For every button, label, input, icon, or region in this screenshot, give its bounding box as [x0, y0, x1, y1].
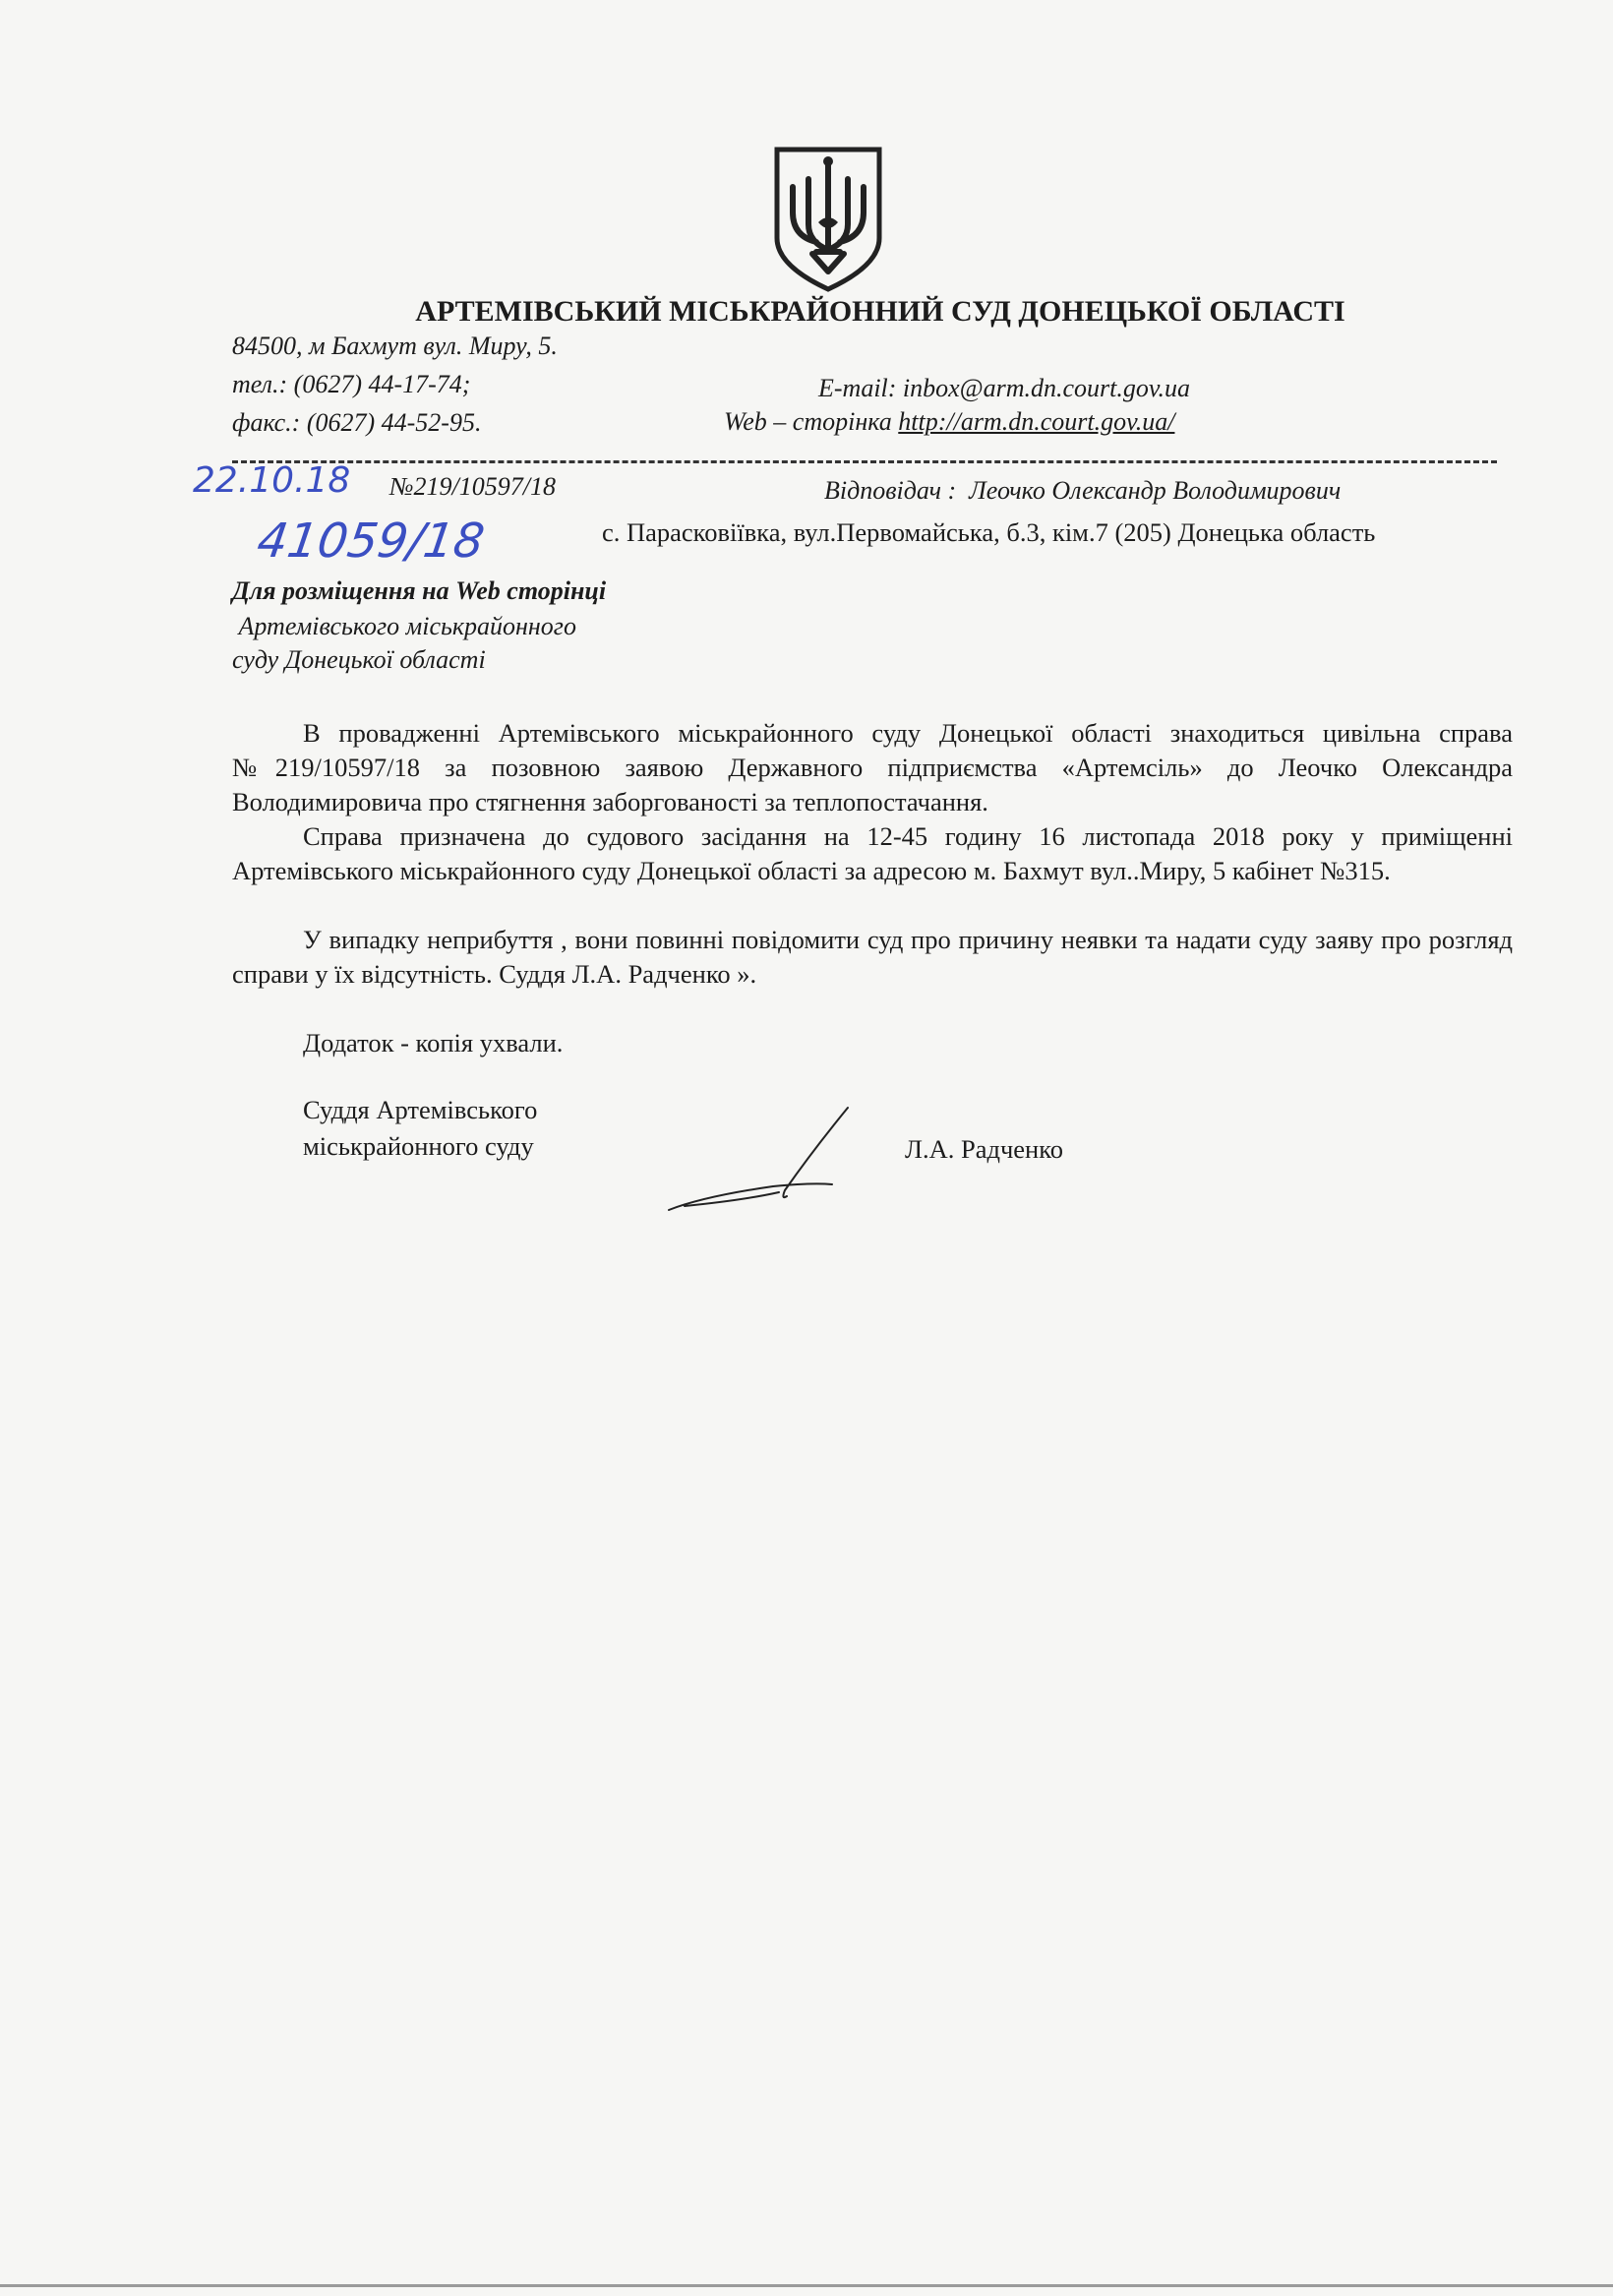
court-fax: факс.: (0627) 44-52-95. [232, 408, 482, 437]
court-phone: тел.: (0627) 44-17-74; [232, 370, 471, 398]
website-link[interactable]: http://arm.dn.court.gov.ua/ [898, 407, 1175, 436]
court-name: АРТЕМІВСЬКИЙ МІСЬКРАЙОННИЙ СУД ДОНЕЦЬКОЇ ОБЛАСТІ [415, 295, 1345, 328]
handwritten-date: 22.10.18 [193, 460, 351, 501]
attachment-note: Додаток - копія ухвали. [303, 1028, 564, 1057]
scan-edge [0, 2284, 1613, 2287]
body-paragraph-3: У випадку неприбуття , вони повинні повідомити суд про причину неявки та надати суду заяву про розгляд справи у їх відсутність. Суддя Л.А. Радченко ». [232, 925, 1513, 989]
handwritten-signature [665, 1102, 852, 1220]
body-paragraph-1: В провадженні Артемівського міськрайонного суду Донецької області знаходиться цивільна справа №219/10597/18 за позовною заявою Державного підприємства «Артемсіль» до Леочко Олександра Володимировича про стягнення заборгованості за теплопостачання. [232, 718, 1513, 816]
respondent-name: Леочко Олександр Володимирович [969, 476, 1342, 505]
body-paragraph-2: Справа призначена до судового засідання на 12-45 годину 16 листопада 2018 року у приміщенні Артемівського міськрайонного суду Донецької області за адресою м. Бахмут вул..Миру, 5 кабінет №315. [232, 821, 1513, 885]
judge-name: Л.А. Радченко [905, 1134, 1064, 1164]
web-note-line-2: Артемівського міськрайонного [232, 612, 576, 640]
judge-title-line-2: міськрайонного суду [303, 1131, 534, 1161]
web-note-line-3: суду Донецької області [232, 645, 486, 674]
trident-coat-of-arms-icon [769, 144, 887, 293]
judge-title-line-1: Суддя Артемівського [303, 1095, 538, 1124]
court-address: 84500, м Бахмут вул. Миру, 5. [232, 332, 558, 360]
case-number: №219/10597/18 [389, 472, 556, 501]
respondent-line [824, 476, 1341, 506]
court-website [724, 407, 1174, 437]
court-email: E-mail: inbox@arm.dn.court.gov.ua [818, 374, 1190, 402]
web-note-title: Для розміщення на Web сторінці [232, 576, 607, 605]
header-divider [232, 460, 1497, 463]
handwritten-registration-number: 41059/18 [254, 514, 488, 569]
respondent-address: с. Парасковіївка, вул.Первомайська, б.3, кім.7 (205) Донецька область [602, 517, 1376, 547]
website-label: Web – сторінка [724, 407, 899, 436]
respondent-label: Відповідач : [824, 476, 957, 505]
